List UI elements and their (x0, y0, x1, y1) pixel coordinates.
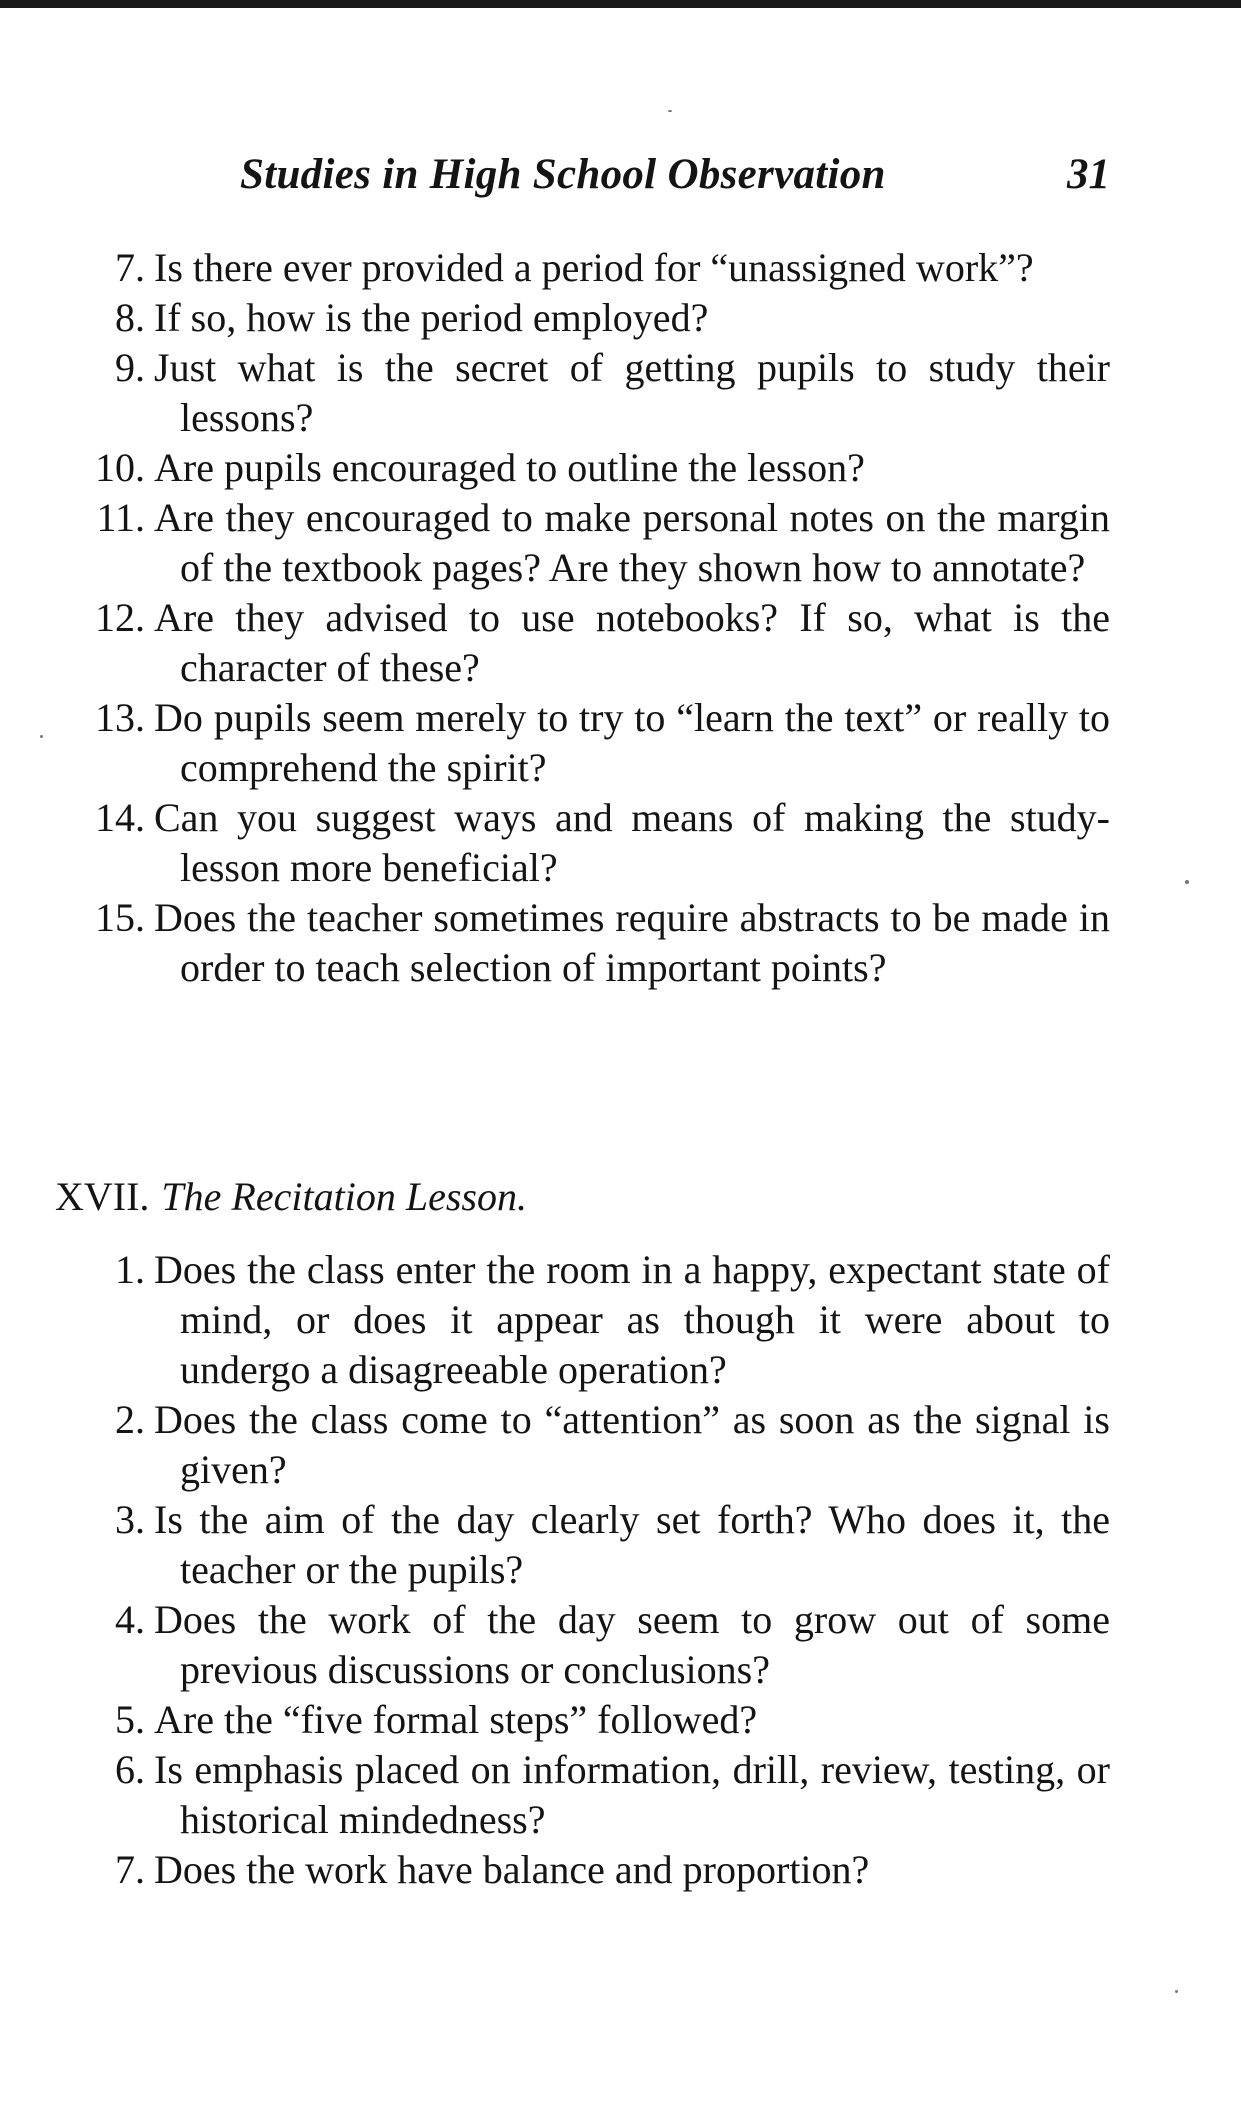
question-item (50, 593, 1110, 693)
scan-speck (40, 735, 43, 738)
question-text: Are they encouraged to make personal notes on the margin of the textbook pages? Are they shown how to annotate? (154, 495, 1110, 590)
question-item (50, 343, 1110, 443)
question-text: Does the class come to “attention” as soon as the signal is given? (154, 1397, 1110, 1492)
question-number: 1. (115, 1247, 145, 1292)
question-item (50, 893, 1110, 993)
section-numeral: XVII. (55, 1174, 150, 1219)
question-number: 12. (95, 595, 145, 640)
question-item (50, 793, 1110, 893)
question-text: Do pupils seem merely to try to “learn the text” or really to comprehend the spirit? (154, 695, 1110, 790)
question-text: Is the aim of the day clearly set forth? Who does it, the teacher or the pupils? (154, 1497, 1110, 1592)
scan-speck (1185, 880, 1189, 884)
question-text: Can you suggest ways and means of making the study-lesson more beneficial? (154, 795, 1110, 890)
question-text: If so, how is the period employed? (154, 295, 709, 340)
question-number: 7. (115, 245, 145, 290)
question-text: Are the “five formal steps” followed? (154, 1697, 758, 1742)
question-item (50, 1595, 1110, 1695)
question-text: Does the class enter the room in a happy, expectant state of mind, or does it appear as though it were about to undergo a disagreeable operation? (154, 1247, 1110, 1392)
question-text: Does the work have balance and proportion? (154, 1847, 870, 1892)
question-text: Is emphasis placed on information, drill, review, testing, or historical mindedness? (154, 1747, 1110, 1842)
scan-speck (1175, 1990, 1178, 1993)
question-text: Does the teacher sometimes require abstracts to be made in order to teach selection of important points? (154, 895, 1110, 990)
question-text: Is there ever provided a period for “unassigned work”? (154, 245, 1034, 290)
question-number: 5. (115, 1697, 145, 1742)
question-item (50, 1845, 1110, 1895)
question-number: 2. (115, 1397, 145, 1442)
question-number: 3. (115, 1497, 145, 1542)
question-number: 13. (95, 695, 145, 740)
question-number: 8. (115, 295, 145, 340)
question-item (50, 693, 1110, 793)
question-item (50, 1745, 1110, 1845)
question-number: 11. (96, 495, 145, 540)
question-number: 6. (115, 1747, 145, 1792)
question-number: 15. (95, 895, 145, 940)
page-header (240, 150, 1110, 210)
question-item (50, 293, 1110, 343)
question-item (50, 443, 1110, 493)
question-number: 4. (115, 1597, 145, 1642)
running-head: Studies in High School Observation (240, 151, 886, 198)
question-number: 14. (95, 795, 145, 840)
question-item (50, 1495, 1110, 1595)
scan-speck (668, 110, 672, 112)
question-number: 9. (115, 345, 145, 390)
question-item (50, 1395, 1110, 1495)
question-item (50, 1245, 1110, 1395)
question-text: Does the work of the day seem to grow out of some previous discussions or conclusions? (154, 1597, 1110, 1692)
recitation-question-list (50, 1245, 1110, 1895)
question-item (50, 1695, 1110, 1745)
question-item (50, 243, 1110, 293)
page-top-edge (0, 0, 1241, 8)
question-item (50, 493, 1110, 593)
question-text: Just what is the secret of getting pupils to study their lessons? (154, 345, 1110, 440)
continued-question-list (50, 243, 1110, 993)
question-number: 10. (95, 445, 145, 490)
question-number: 7. (115, 1847, 145, 1892)
section-title: The Recitation Lesson. (161, 1174, 527, 1219)
question-text: Are they advised to use notebooks? If so, what is the character of these? (154, 595, 1110, 690)
section-heading (55, 1172, 527, 1222)
page-number: 31 (1067, 151, 1110, 198)
question-text: Are pupils encouraged to outline the lesson? (154, 445, 865, 490)
